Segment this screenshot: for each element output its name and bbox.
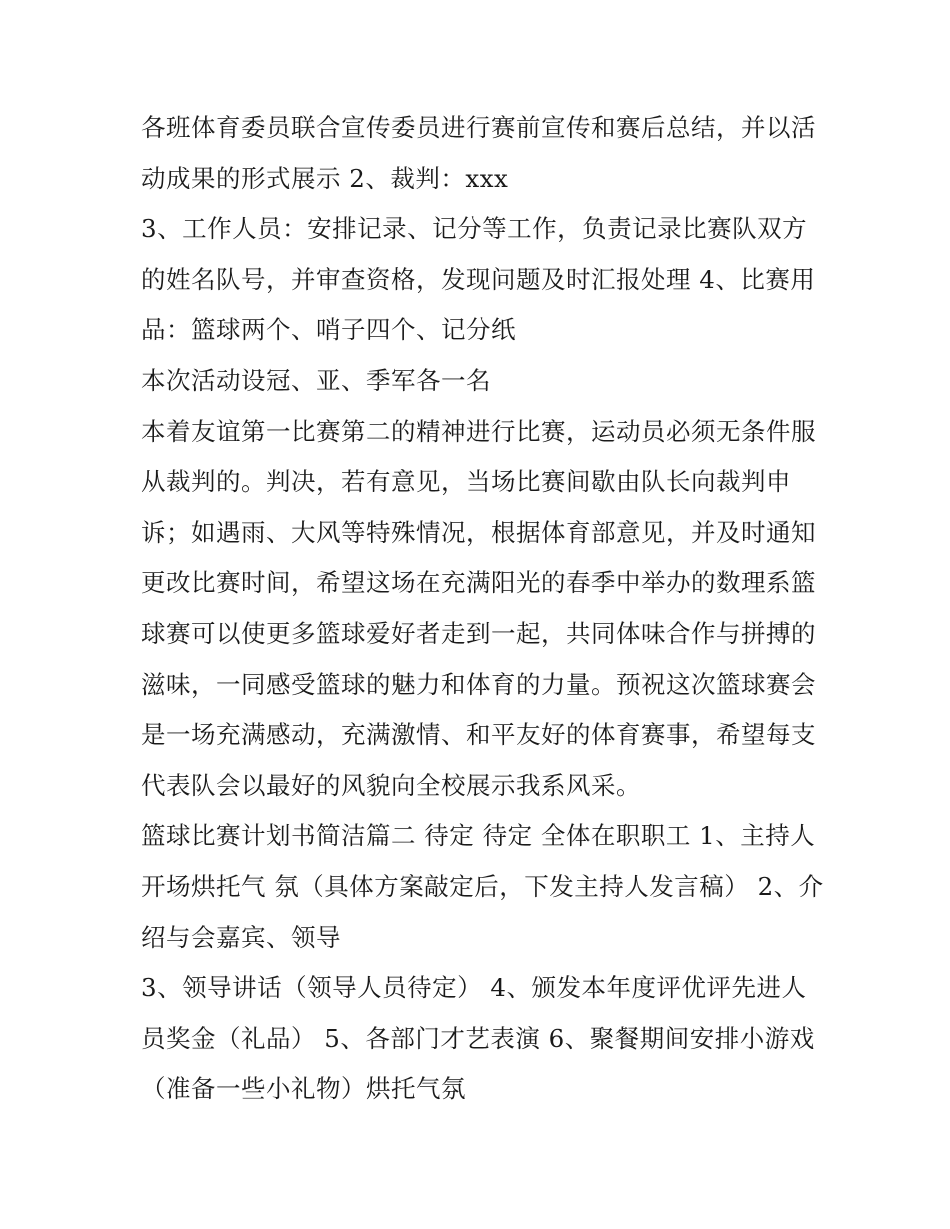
text-line: 诉；如遇雨、大风等特殊情况，根据体育部意见，并及时通知 [141, 517, 816, 547]
text-line: 滋味，一同感受篮球的魅力和体育的力量。预祝这次篮球赛会 [141, 669, 816, 699]
text-line: 是一场充满感动，充满激情、和平友好的体育赛事，希望每支 [141, 720, 816, 750]
text-line: 3、工作人员：安排记录、记分等工作，负责记录比赛队双方 [141, 214, 808, 244]
text-line: 本次活动设冠、亚、季军各一名 [141, 365, 491, 395]
text-line: 篮球比赛计划书简洁篇二 待定 待定 全体在职职工 1、主持人 [141, 821, 816, 851]
document-body [141, 103, 841, 1115]
text-line: 本着友谊第一比赛第二的精神进行比赛，运动员必须无条件服 [141, 416, 816, 446]
text-line: 开场烘托气 氛（具体方案敲定后，下发主持人发言稿） 2、介 [141, 871, 824, 901]
text-line: 的姓名队号，并审查资格，发现问题及时汇报处理 4、比赛用 [141, 264, 816, 294]
text-line: 品：篮球两个、哨子四个、记分纸 [141, 315, 516, 345]
text-line: 更改比赛时间，希望这场在充满阳光的春季中举办的数理系篮 [141, 568, 816, 598]
text-line: 从裁判的。判决，若有意见，当场比赛间歇由队长向裁判申 [141, 467, 791, 497]
text-line: 3、领导讲话（领导人员待定） 4、颁发本年度评优评先进人 [141, 973, 807, 1003]
text-line: 代表队会以最好的风貌向全校展示我系风采。 [141, 770, 641, 800]
text-line: 动成果的形式展示 2、裁判：xxx [141, 163, 509, 193]
text-line: （准备一些小礼物）烘托气氛 [141, 1074, 466, 1104]
text-line: 员奖金（礼品） 5、各部门才艺表演 6、聚餐期间安排小游戏 [141, 1023, 815, 1053]
text-line: 各班体育委员联合宣传委员进行赛前宣传和赛后总结，并以活 [141, 113, 816, 142]
text-line: 绍与会嘉宾、领导 [141, 922, 341, 952]
text-line: 球赛可以使更多篮球爱好者走到一起，共同体味合作与拼搏的 [141, 618, 816, 648]
